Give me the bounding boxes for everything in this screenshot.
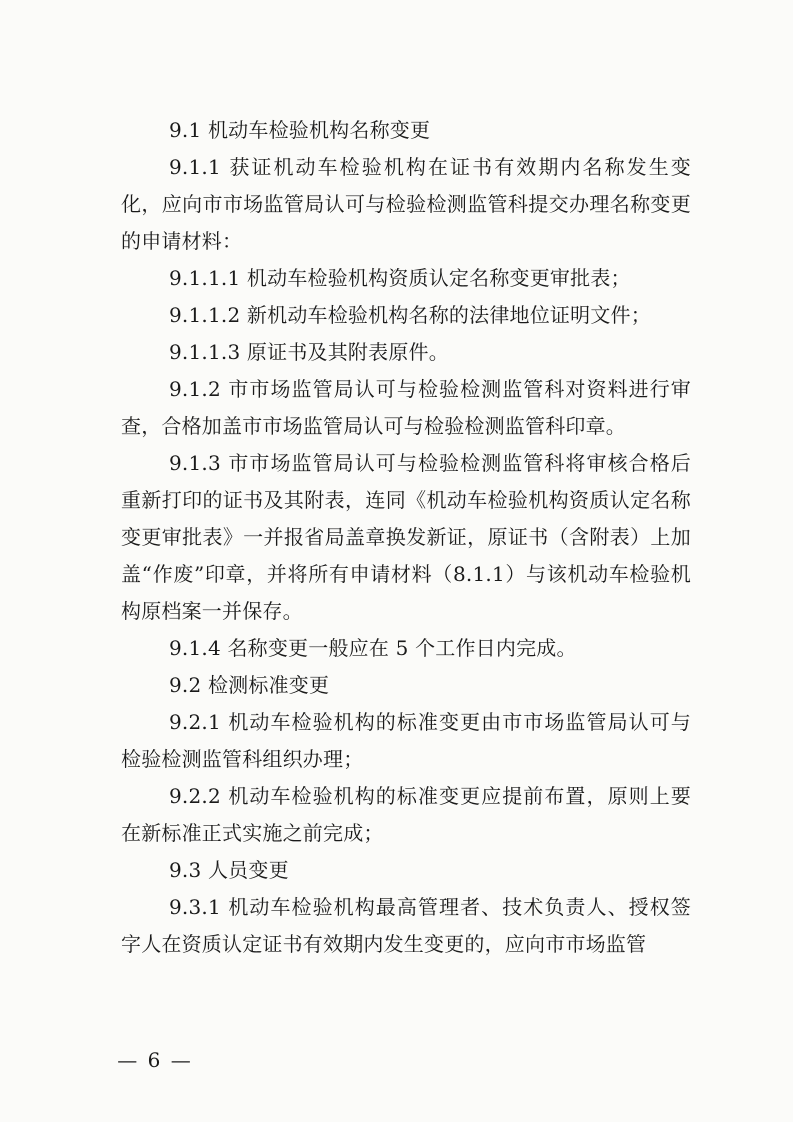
clause-9-3-1: 9.3.1 机动车检验机构最高管理者、技术负责人、授权签字人在资质认定证书有效期内发生变更的，应向市市场监管 [121, 895, 691, 956]
clause-9-1-1-1: 9.1.1.1 机动车检验机构资质认定名称变更审批表； [169, 266, 631, 290]
section-heading-9-1: 9.1 机动车检验机构名称变更 [169, 118, 431, 142]
clause-9-2-1: 9.2.1 机动车检验机构的标准变更由市市场监管局认可与检验检测监管科组织办理； [121, 710, 691, 771]
clause-9-2-2: 9.2.2 机动车检验机构的标准变更应提前布置，原则上要在新标准正式实施之前完成； [121, 784, 691, 845]
clause-9-1-1: 9.1.1 获证机动车检验机构在证书有效期内名称发生变化，应向市市场监管局认可与检验检测监管科提交办理名称变更的申请材料： [121, 155, 691, 253]
page-number: — 6 — [117, 1048, 193, 1072]
clause-9-1-3: 9.1.3 市市场监管局认可与检验检测监管科将审核合格后重新打印的证书及其附表，连同《机动车检验机构资质认定名称变更审批表》一并报省局盖章换发新证，原证书（含附表）上加盖“作废”印章，并将所有申请材料（8.1.1）与该机动车检验机构原档案一并保存。 [121, 451, 691, 623]
clause-9-1-2: 9.1.2 市市场监管局认可与检验检测监管科对资料进行审查，合格加盖市市场监管局认可与检验检测监管科印章。 [121, 377, 691, 438]
section-heading-9-2: 9.2 检测标准变更 [169, 673, 330, 697]
clause-9-1-1-3: 9.1.1.3 原证书及其附表原件。 [169, 340, 449, 364]
clause-9-1-4: 9.1.4 名称变更一般应在 5 个工作日内完成。 [169, 636, 577, 660]
clause-9-1-1-2: 9.1.1.2 新机动车检验机构名称的法律地位证明文件； [169, 303, 651, 327]
document-body [121, 112, 691, 963]
section-heading-9-3: 9.3 人员变更 [169, 858, 289, 882]
